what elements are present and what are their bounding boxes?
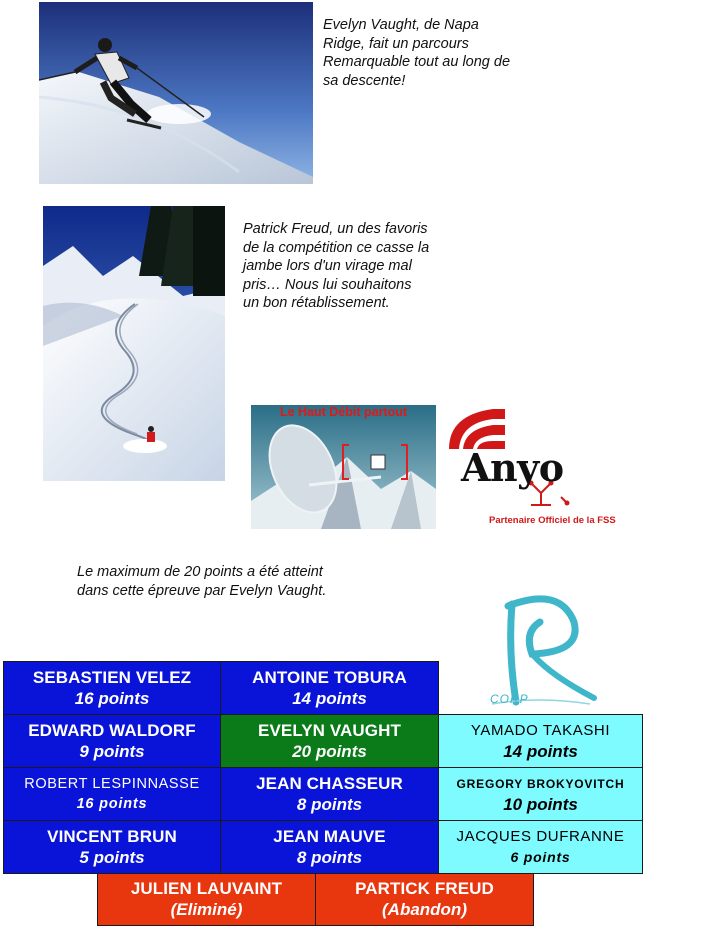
rcorp-logo-text: CORP — [490, 692, 529, 706]
anyo-logo[interactable] — [445, 405, 635, 530]
rcorp-logo — [478, 592, 608, 712]
result-points: 8 points — [296, 847, 363, 867]
anyo-brand: Anyo — [461, 445, 564, 490]
result-name: ROBERT LESPINNASSE — [24, 775, 200, 792]
result-points: 5 points — [79, 847, 145, 867]
caption-maximum: Le maximum de 20 points a été atteint dans cette épreuve par Evelyn Vaught. — [77, 564, 327, 599]
result-name: GREGORY BROKYOVITCH — [456, 776, 625, 791]
result-cell-gregory-brokyovitch — [438, 767, 643, 821]
result-cell-jacques-dufranne — [438, 820, 643, 874]
skier-photo-vaught — [39, 2, 313, 184]
result-name: EVELYN VAUGHT — [258, 720, 401, 740]
anyo-tagline: Partenaire Officiel de la FSS — [489, 515, 616, 526]
result-name: VINCENT BRUN — [47, 826, 177, 846]
result-name: JULIEN LAUVAINT — [130, 879, 283, 898]
result-cell-sebastien-velez — [3, 661, 221, 715]
result-name: JEAN MAUVE — [273, 826, 386, 846]
result-points: 20 points — [292, 741, 367, 761]
result-cell-jean-mauve — [220, 820, 439, 874]
result-cell-robert-lespinnasse — [3, 767, 221, 821]
result-points: 16 points — [74, 688, 150, 708]
result-points: 8 points — [296, 794, 363, 814]
result-cell-edward-waldorf — [3, 714, 221, 768]
skier-photo-freud — [43, 206, 225, 481]
caption-freud: Patrick Freud, un des favoris de la compétition ce casse la jambe lors d'un virage mal pris… Nous lui souhaitons un bon rétablissement. — [243, 221, 430, 311]
result-cell-evelyn-vaught — [220, 714, 439, 768]
result-points: 14 points — [292, 688, 367, 708]
result-name: YAMADO TAKASHI — [470, 721, 611, 739]
result-points: 6 points — [510, 848, 571, 865]
result-points: 16 points — [76, 795, 148, 812]
result-points: (Abandon) — [382, 900, 467, 919]
result-name: JACQUES DUFRANNE — [456, 827, 625, 845]
result-cell-antoine-tobura — [220, 661, 439, 715]
haut-debit-ad[interactable] — [251, 405, 436, 529]
result-points: 9 points — [79, 741, 145, 761]
result-points: 10 points — [503, 794, 578, 814]
result-cell-vincent-brun — [3, 820, 221, 874]
caption-vaught: Evelyn Vaught, de Napa Ridge, fait un parcours Remarquable tout au long de sa descente! — [323, 17, 511, 89]
result-name: ANTOINE TOBURA — [252, 667, 407, 687]
haut-debit-ad-title: Le Haut Débit partout — [279, 405, 408, 419]
result-cell-julien-lauvaint — [97, 873, 316, 926]
result-points: (Eliminé) — [170, 900, 243, 919]
result-cell-jean-chasseur — [220, 767, 439, 821]
result-name: PARTICK FREUD — [355, 879, 494, 898]
result-points: 14 points — [503, 741, 578, 761]
result-cell-partick-freud — [315, 873, 534, 926]
result-cell-yamado-takashi — [438, 714, 643, 768]
result-name: JEAN CHASSEUR — [256, 773, 403, 793]
result-name: SEBASTIEN VELEZ — [32, 667, 192, 687]
result-name: EDWARD WALDORF — [28, 720, 196, 740]
